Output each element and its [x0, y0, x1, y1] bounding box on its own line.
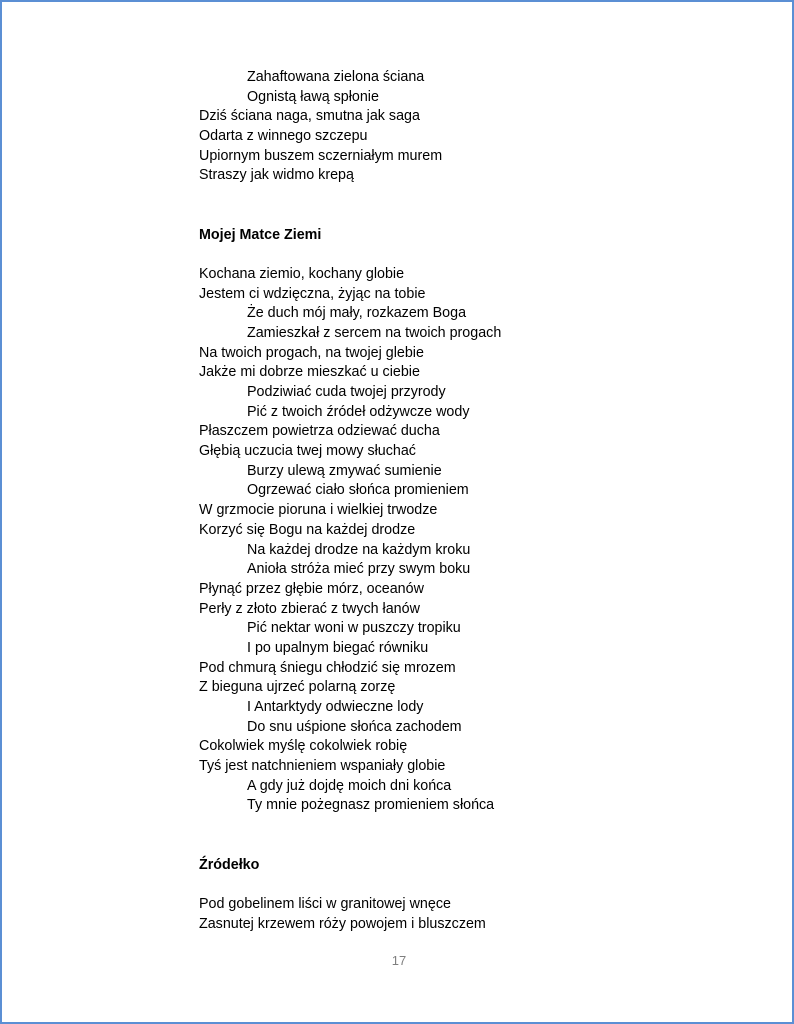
poem-line: Pić z twoich źródeł odżywcze wody	[247, 403, 470, 420]
poem-line: Że duch mój mały, rozkazem Boga	[247, 305, 467, 322]
poem-line: Jestem ci wdzięczna, żyjąc na tobie	[199, 285, 426, 302]
poem-line: Pić nektar woni w puszczy tropiku	[247, 620, 461, 637]
poem-line: Cokolwiek myślę cokolwiek robię	[199, 738, 408, 755]
poem-line: Straszy jak widmo krepą	[199, 167, 354, 184]
poem-line: Kochana ziemio, kochany globie	[199, 265, 405, 282]
poem-line: Podziwiać cuda twojej przyrody	[247, 384, 446, 401]
poem-line: Zasnutej krzewem róży powojem i bluszczem	[199, 915, 486, 932]
poem-line: Płynąć przez głębie mórz, oceanów	[199, 580, 424, 597]
poem-title: Źródełko	[199, 856, 260, 873]
poem-line: A gdy już dojdę moich dni końca	[247, 777, 452, 794]
poem-line: Ognistą ławą spłonie	[247, 88, 379, 105]
poem-line: Korzyć się Bogu na każdej drodze	[199, 521, 416, 538]
stanza-gap	[199, 816, 719, 855]
poem-line: Upiornym buszem sczerniałym murem	[199, 147, 443, 164]
poem-line: Anioła stróża mieć przy swym boku	[247, 561, 471, 578]
poem-line: Ogrzewać ciało słońca promieniem	[247, 482, 469, 499]
poem-zrodelko	[199, 895, 719, 934]
poem-line: W grzmocie pioruna i wielkiej trwodze	[199, 502, 438, 519]
poem-line: Ty mnie pożegnasz promieniem słońca	[247, 797, 495, 814]
poem-mojej-matce-ziemi	[199, 265, 719, 816]
poem-line: Płaszczem powietrza odziewać ducha	[199, 423, 440, 440]
poem-line: Zahaftowana zielona ściana	[247, 69, 425, 85]
poem-line: Tyś jest natchnieniem wspaniały globie	[199, 758, 446, 775]
poem-line: Pod chmurą śniegu chłodzić się mrozem	[199, 659, 456, 676]
poem-line: Burzy ulewą zmywać sumienie	[247, 462, 442, 479]
poem-continued	[199, 68, 719, 186]
poem-line: Na każdej drodze na każdym kroku	[247, 541, 471, 558]
title-gap	[199, 875, 719, 895]
title-gap	[199, 245, 719, 265]
poem-line: Na twoich progach, na twojej glebie	[199, 344, 424, 361]
page-number: 17	[391, 953, 407, 968]
poem-line: Pod gobelinem liści w granitowej wnęce	[199, 895, 451, 912]
document-content	[199, 68, 719, 934]
poem-line: Do snu uśpione słońca zachodem	[247, 718, 462, 735]
poem-line: Zamieszkał z sercem na twoich progach	[247, 324, 502, 341]
poem-line: Dziś ściana naga, smutna jak saga	[199, 108, 420, 125]
stanza-gap	[199, 186, 719, 225]
poem-line: Z bieguna ujrzeć polarną zorzę	[199, 679, 396, 696]
poem-line: I Antarktydy odwieczne lody	[247, 699, 424, 716]
poem-line: I po upalnym biegać równiku	[247, 639, 429, 656]
poem-line: Jakże mi dobrze mieszkać u ciebie	[199, 364, 420, 381]
poem-title: Mojej Matce Ziemi	[199, 226, 322, 243]
poem-line: Głębią uczucia twej mowy słuchać	[199, 443, 416, 460]
poem-line: Perły z złoto zbierać z twych łanów	[199, 600, 420, 617]
poem-line: Odarta z winnego szczepu	[199, 128, 368, 145]
